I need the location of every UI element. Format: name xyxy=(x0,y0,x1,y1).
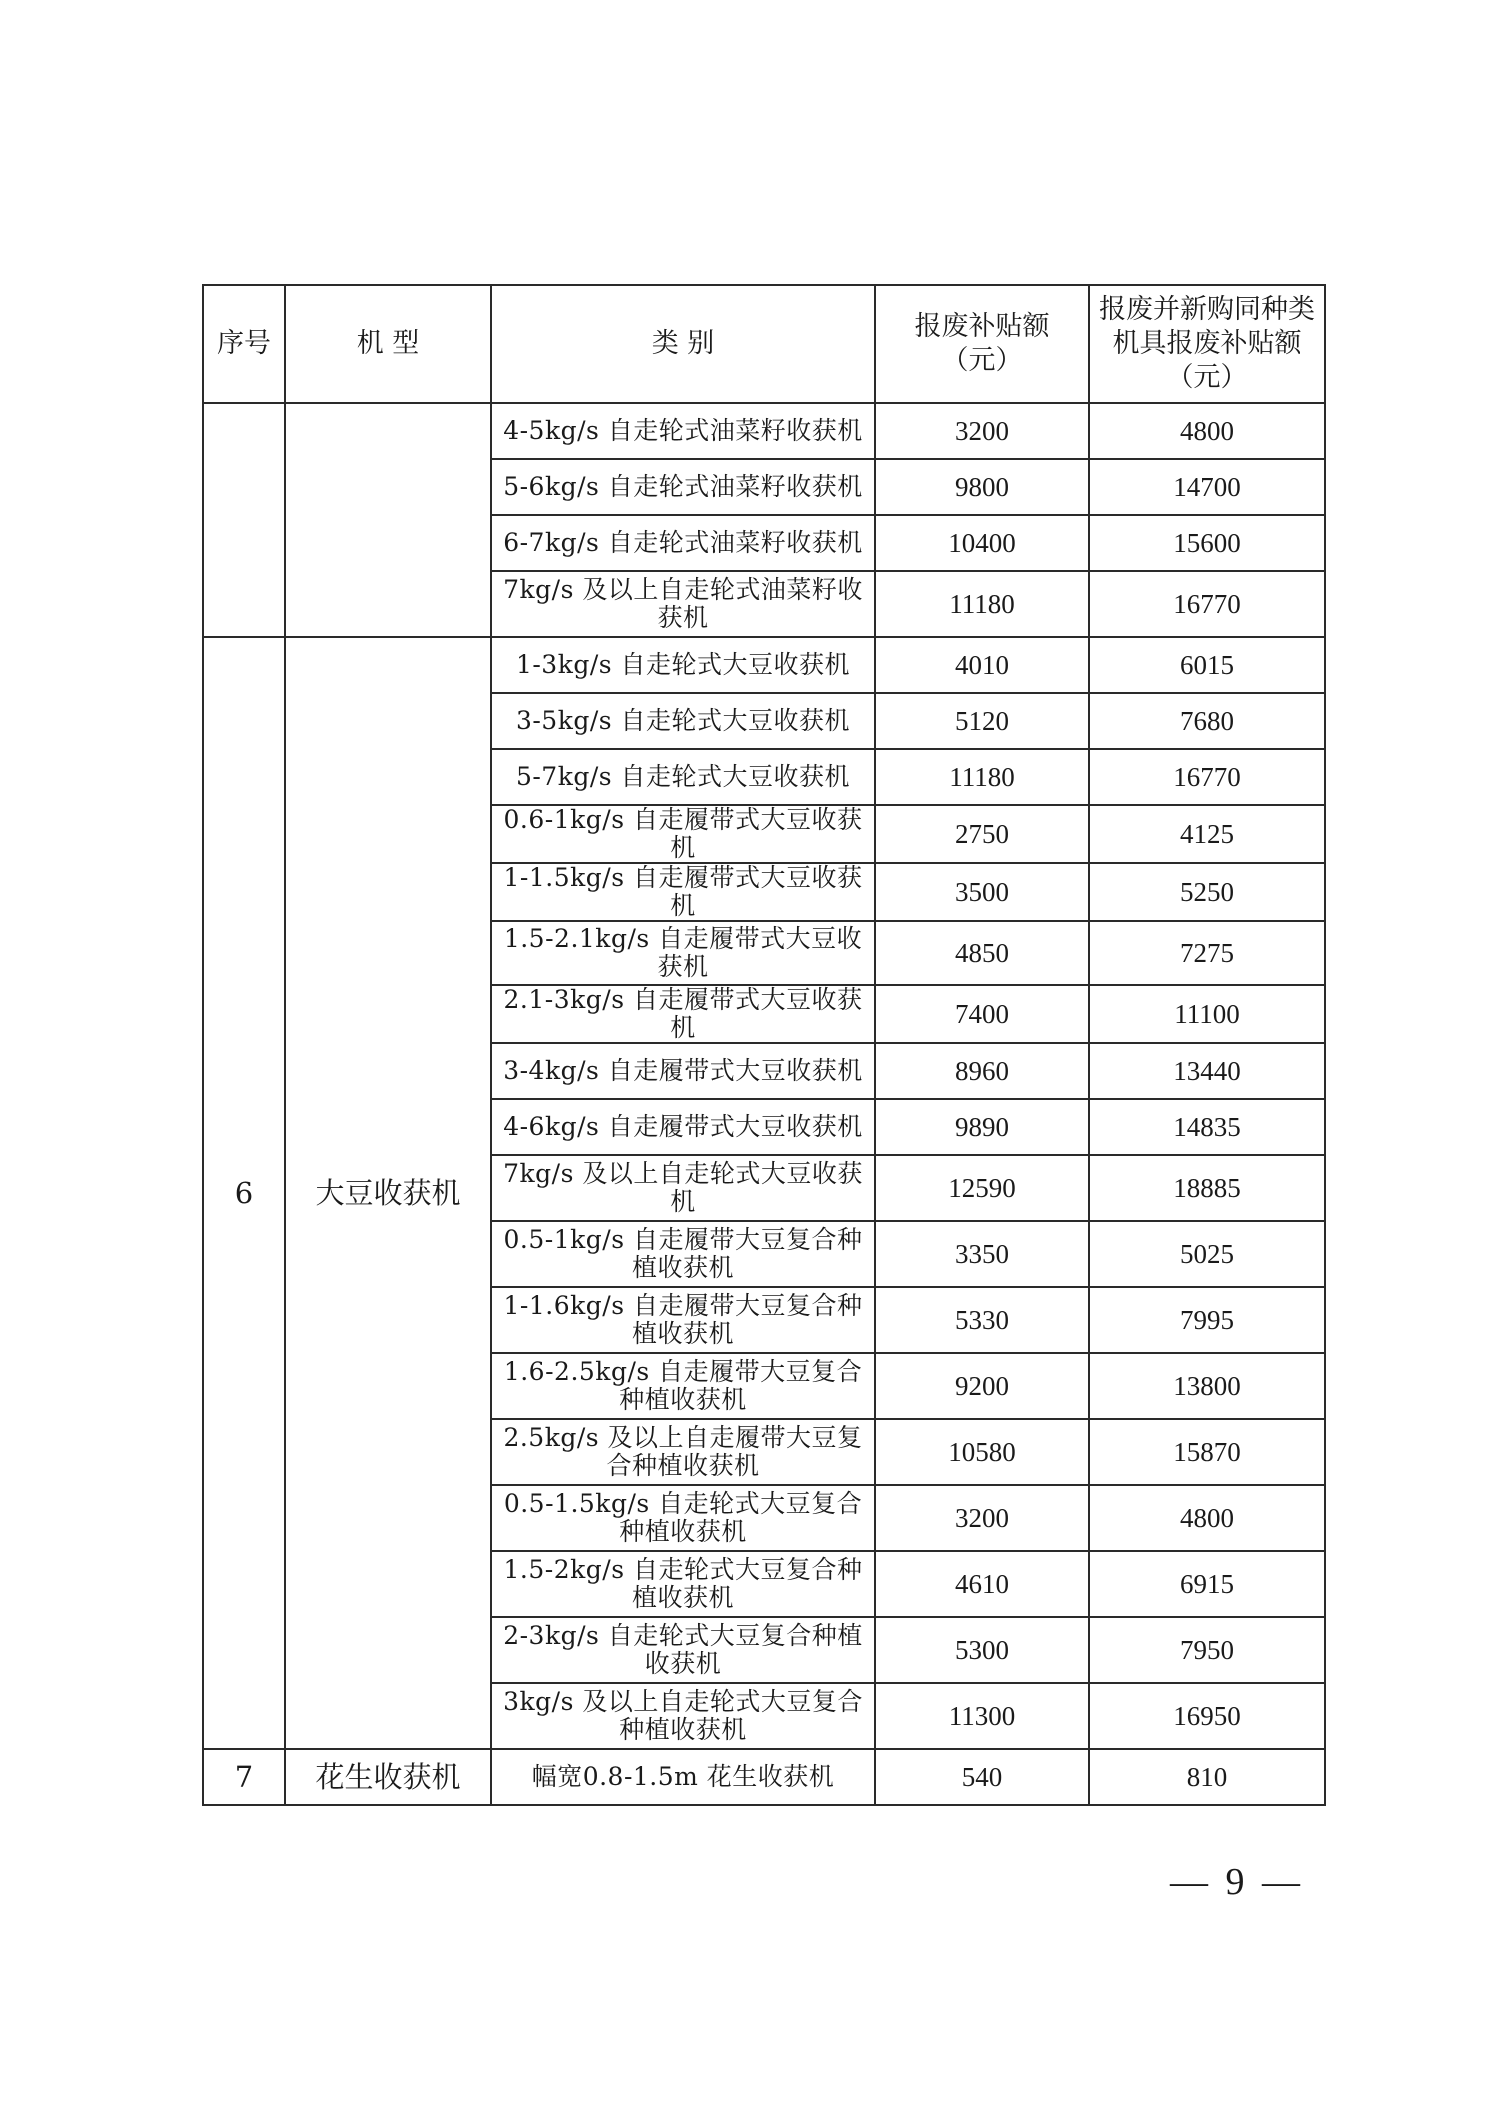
subsidy-cell: 5300 xyxy=(875,1617,1089,1683)
header-subsidy: 报废补贴额（元） xyxy=(875,285,1089,403)
header-subsidy-new: 报废并新购同种类机具报废补贴额（元） xyxy=(1089,285,1325,403)
subsidy-new-cell: 5025 xyxy=(1089,1221,1325,1287)
header-seq: 序号 xyxy=(203,285,285,403)
subsidy-new-cell: 810 xyxy=(1089,1749,1325,1805)
subsidy-new-cell: 6015 xyxy=(1089,637,1325,693)
subsidy-cell: 10400 xyxy=(875,515,1089,571)
subsidy-cell: 11180 xyxy=(875,749,1089,805)
subsidy-new-cell: 7995 xyxy=(1089,1287,1325,1353)
category-cell: 1.5-2kg/s 自走轮式大豆复合种植收获机 xyxy=(491,1551,875,1617)
seq-cell-empty xyxy=(203,403,285,637)
subsidy-cell: 8960 xyxy=(875,1043,1089,1099)
subsidy-cell: 9200 xyxy=(875,1353,1089,1419)
subsidy-new-cell: 5250 xyxy=(1089,863,1325,921)
header-category: 类 别 xyxy=(491,285,875,403)
subsidy-new-cell: 11100 xyxy=(1089,985,1325,1043)
subsidy-cell: 5330 xyxy=(875,1287,1089,1353)
category-cell: 0.5-1.5kg/s 自走轮式大豆复合种植收获机 xyxy=(491,1485,875,1551)
model-cell: 花生收获机 xyxy=(285,1749,491,1805)
category-cell: 1.5-2.1kg/s 自走履带式大豆收获机 xyxy=(491,921,875,985)
subsidy-new-cell: 16950 xyxy=(1089,1683,1325,1749)
category-cell: 2.5kg/s 及以上自走履带大豆复合种植收获机 xyxy=(491,1419,875,1485)
category-cell: 1.6-2.5kg/s 自走履带大豆复合种植收获机 xyxy=(491,1353,875,1419)
category-cell: 2.1-3kg/s 自走履带式大豆收获机 xyxy=(491,985,875,1043)
subsidy-new-cell: 4800 xyxy=(1089,403,1325,459)
subsidy-cell: 5120 xyxy=(875,693,1089,749)
category-cell: 7kg/s 及以上自走轮式大豆收获机 xyxy=(491,1155,875,1221)
model-cell: 大豆收获机 xyxy=(285,637,491,1749)
subsidy-new-cell: 13800 xyxy=(1089,1353,1325,1419)
subsidy-cell: 540 xyxy=(875,1749,1089,1805)
subsidy-cell: 3350 xyxy=(875,1221,1089,1287)
subsidy-new-cell: 14700 xyxy=(1089,459,1325,515)
category-cell: 3-4kg/s 自走履带式大豆收获机 xyxy=(491,1043,875,1099)
header-model: 机 型 xyxy=(285,285,491,403)
category-cell: 7kg/s 及以上自走轮式油菜籽收获机 xyxy=(491,571,875,637)
category-cell: 3-5kg/s 自走轮式大豆收获机 xyxy=(491,693,875,749)
page-number: — 9 — xyxy=(1170,1861,1304,1903)
subsidy-new-cell: 15600 xyxy=(1089,515,1325,571)
category-cell: 1-1.6kg/s 自走履带大豆复合种植收获机 xyxy=(491,1287,875,1353)
subsidy-cell: 12590 xyxy=(875,1155,1089,1221)
subsidy-new-cell: 7275 xyxy=(1089,921,1325,985)
subsidy-table xyxy=(202,284,1326,1806)
category-cell: 5-6kg/s 自走轮式油菜籽收获机 xyxy=(491,459,875,515)
subsidy-new-cell: 7680 xyxy=(1089,693,1325,749)
category-cell: 幅宽0.8-1.5m 花生收获机 xyxy=(491,1749,875,1805)
category-cell: 3kg/s 及以上自走轮式大豆复合种植收获机 xyxy=(491,1683,875,1749)
subsidy-new-cell: 4125 xyxy=(1089,805,1325,863)
category-cell: 2-3kg/s 自走轮式大豆复合种植收获机 xyxy=(491,1617,875,1683)
table-row xyxy=(203,403,1325,459)
subsidy-new-cell: 4800 xyxy=(1089,1485,1325,1551)
category-cell: 0.6-1kg/s 自走履带式大豆收获机 xyxy=(491,805,875,863)
subsidy-cell: 11300 xyxy=(875,1683,1089,1749)
subsidy-new-cell: 16770 xyxy=(1089,571,1325,637)
subsidy-cell: 3500 xyxy=(875,863,1089,921)
subsidy-cell: 9890 xyxy=(875,1099,1089,1155)
category-cell: 0.5-1kg/s 自走履带大豆复合种植收获机 xyxy=(491,1221,875,1287)
subsidy-new-cell: 13440 xyxy=(1089,1043,1325,1099)
subsidy-cell: 11180 xyxy=(875,571,1089,637)
category-cell: 5-7kg/s 自走轮式大豆收获机 xyxy=(491,749,875,805)
subsidy-cell: 10580 xyxy=(875,1419,1089,1485)
category-cell: 1-1.5kg/s 自走履带式大豆收获机 xyxy=(491,863,875,921)
subsidy-cell: 4610 xyxy=(875,1551,1089,1617)
subsidy-new-cell: 18885 xyxy=(1089,1155,1325,1221)
category-cell: 4-5kg/s 自走轮式油菜籽收获机 xyxy=(491,403,875,459)
subsidy-cell: 4010 xyxy=(875,637,1089,693)
seq-cell: 6 xyxy=(203,637,285,1749)
table-row xyxy=(203,637,1325,693)
category-cell: 4-6kg/s 自走履带式大豆收获机 xyxy=(491,1099,875,1155)
category-cell: 6-7kg/s 自走轮式油菜籽收获机 xyxy=(491,515,875,571)
subsidy-cell: 4850 xyxy=(875,921,1089,985)
subsidy-new-cell: 16770 xyxy=(1089,749,1325,805)
seq-cell: 7 xyxy=(203,1749,285,1805)
model-cell-empty xyxy=(285,403,491,637)
subsidy-cell: 3200 xyxy=(875,403,1089,459)
subsidy-cell: 3200 xyxy=(875,1485,1089,1551)
subsidy-new-cell: 15870 xyxy=(1089,1419,1325,1485)
category-cell: 1-3kg/s 自走轮式大豆收获机 xyxy=(491,637,875,693)
subsidy-cell: 2750 xyxy=(875,805,1089,863)
subsidy-new-cell: 6915 xyxy=(1089,1551,1325,1617)
subsidy-cell: 9800 xyxy=(875,459,1089,515)
subsidy-new-cell: 14835 xyxy=(1089,1099,1325,1155)
subsidy-new-cell: 7950 xyxy=(1089,1617,1325,1683)
table-row xyxy=(203,1749,1325,1805)
subsidy-cell: 7400 xyxy=(875,985,1089,1043)
table-header-row xyxy=(203,285,1325,403)
